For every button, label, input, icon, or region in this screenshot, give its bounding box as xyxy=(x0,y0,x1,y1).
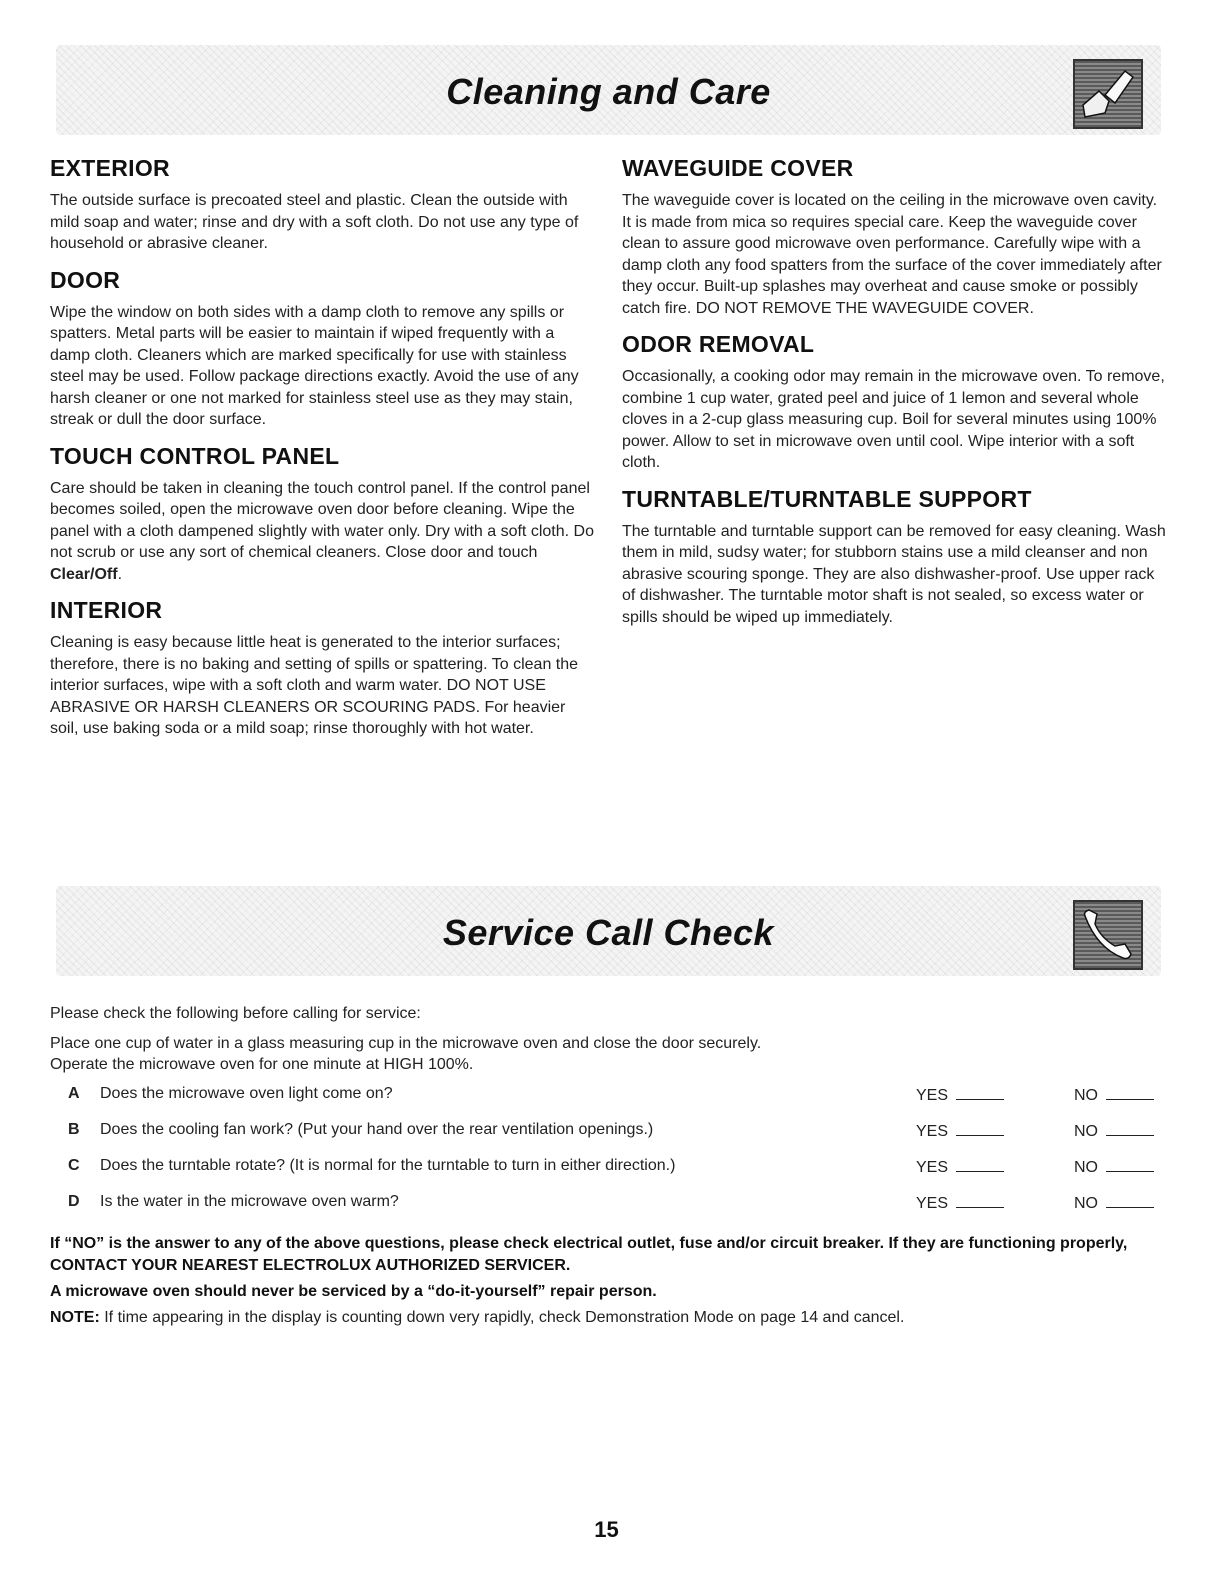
question-row xyxy=(50,1193,1165,1229)
question-text: Is the water in the microwave oven warm? xyxy=(100,1193,399,1210)
no-label: NO xyxy=(1074,1159,1098,1176)
question-row xyxy=(50,1085,1165,1121)
no-answer-blank[interactable] xyxy=(1074,1085,1154,1105)
answer-line xyxy=(956,1157,1004,1172)
clear-off-key: Clear/Off xyxy=(50,565,118,583)
answer-line xyxy=(956,1085,1004,1100)
touch-panel-text xyxy=(50,478,595,586)
exterior-text: The outside surface is precoated steel and plastic. Clean the outside with mild soap and water; rinse and dry with a soft cloth. Do not use any type of household or abrasive cleaner. xyxy=(50,192,579,252)
service-intro-line-3: Operate the microwave oven for one minute at HIGH 100%. xyxy=(50,1056,474,1073)
service-intro-line-1: Please check the following before calling for service: xyxy=(50,1005,421,1022)
note-label: NOTE: xyxy=(50,1309,100,1326)
yes-label: YES xyxy=(916,1087,949,1104)
turntable-text: The turntable and turntable support can be removed for easy cleaning. Wash them in mild, sudsy water; for stubborn stains use a mild cleanser and non abrasive scouring sponge. They are also dishwasher-proof. Use upper rack of dishwasher. The turntable motor shaft is not sealed, so excess water or spills should be wiped up immediately. xyxy=(622,522,1166,626)
yes-answer-blank[interactable] xyxy=(916,1157,1004,1177)
touch-panel-heading: TOUCH CONTROL PANEL xyxy=(50,442,340,469)
demonstration-note xyxy=(50,1309,1160,1327)
touch-panel-end: . xyxy=(117,565,123,583)
no-answer-blank[interactable] xyxy=(1074,1157,1154,1177)
yes-label: YES xyxy=(916,1195,949,1212)
service-warning: If “NO” is the answer to any of the above questions, please check electrical outlet, fuse and/or circuit breaker. If they are functioning properly, CONTACT YOUR NEAREST ELECTROLUX AUTHORIZED SERVICER. xyxy=(50,1235,1128,1274)
yes-label: YES xyxy=(916,1159,949,1176)
banner-title: Service Call Check xyxy=(442,912,775,953)
exterior-heading: EXTERIOR xyxy=(50,155,170,181)
answer-line xyxy=(1106,1157,1154,1172)
service-intro xyxy=(50,1003,1150,1076)
cleaning-hand-icon xyxy=(1073,59,1143,129)
diy-repair-warning: A microwave oven should never be serviced by a “do-it-yourself” repair person. xyxy=(50,1283,657,1300)
question-text: Does the turntable rotate? (It is normal for the turntable to turn in either direction.) xyxy=(100,1157,676,1174)
waveguide-heading: WAVEGUIDE COVER xyxy=(622,155,854,181)
touch-panel-section xyxy=(50,443,595,586)
left-column xyxy=(50,155,595,752)
question-letter: D xyxy=(68,1193,80,1210)
yes-answer-blank[interactable] xyxy=(916,1085,1004,1105)
service-question-list xyxy=(50,1085,1165,1229)
door-section xyxy=(50,267,595,431)
cleaning-care-banner xyxy=(56,45,1161,135)
no-answer-blank[interactable] xyxy=(1074,1121,1154,1141)
interior-section xyxy=(50,597,595,740)
note-text: If time appearing in the display is counting down very rapidly, check Demonstration Mode on page 14 and cancel. xyxy=(99,1309,905,1326)
question-letter: A xyxy=(68,1085,80,1102)
odor-section xyxy=(622,331,1167,474)
odor-heading: ODOR REMOVAL xyxy=(622,331,815,357)
page-number: 15 xyxy=(594,1517,619,1542)
answer-line xyxy=(956,1121,1004,1136)
answer-line xyxy=(1106,1121,1154,1136)
touch-panel-body: Care should be taken in cleaning the touch control panel. If the control panel becomes soiled, open the microwave oven door before cleaning. Wipe the panel with a cloth dampened slightly with water only. Dry with a soft cloth. Do not scrub or use any sort of chemical cleaners. Close door and touch xyxy=(50,479,594,561)
right-column xyxy=(622,155,1167,640)
yes-answer-blank[interactable] xyxy=(916,1121,1004,1141)
question-text: Does the microwave oven light come on? xyxy=(100,1085,393,1102)
service-call-banner xyxy=(56,886,1161,976)
answer-line xyxy=(1106,1085,1154,1100)
odor-text: Occasionally, a cooking odor may remain in the microwave oven. To remove, combine 1 cup water, grated peel and juice of 1 lemon and several whole cloves in a 2-cup glass measuring cup. Boil for several minutes using 100% power. Allow to set in microwave oven until cool. Wipe interior with a soft cloth. xyxy=(622,368,1165,471)
door-text: Wipe the window on both sides with a damp cloth to remove any spills or spatters. Metal parts will be easier to maintain if wiped frequently with a damp cloth. Cleaners which are marked specifically for use with stainless steel may be used. Follow package directions exactly. Avoid the use of any harsh cleaner or one not marked for stainless steel use as they may stain, streak or dull the door surface. xyxy=(50,303,579,428)
question-row xyxy=(50,1157,1165,1193)
phone-handset-icon xyxy=(1073,900,1143,970)
answer-line xyxy=(1106,1193,1154,1208)
no-answer-blank[interactable] xyxy=(1074,1193,1154,1213)
no-label: NO xyxy=(1074,1123,1098,1140)
waveguide-text: The waveguide cover is located on the ceiling in the microwave oven cavity. It is made from mica so requires special care. Keep the waveguide cover clean to assure good microwave oven performance. Carefully wipe with a damp cloth any food spatters from the surface of the cover immediately after they occur. Built-up splashes may overheat and cause smoke or possibly catch fire. DO NOT REMOVE THE WAVEGUIDE COVER. xyxy=(622,192,1162,317)
interior-heading: INTERIOR xyxy=(50,597,163,623)
waveguide-section xyxy=(622,155,1167,319)
question-letter: B xyxy=(68,1121,80,1138)
question-letter: C xyxy=(68,1157,80,1174)
no-label: NO xyxy=(1074,1087,1098,1104)
turntable-heading: TURNTABLE/TURNTABLE SUPPORT xyxy=(622,485,1032,512)
no-label: NO xyxy=(1074,1195,1098,1212)
banner-title: Cleaning and Care xyxy=(446,71,771,112)
door-heading: DOOR xyxy=(50,266,121,293)
answer-line xyxy=(956,1193,1004,1208)
exterior-section xyxy=(50,155,595,255)
yes-answer-blank[interactable] xyxy=(916,1193,1004,1213)
question-row xyxy=(50,1121,1165,1157)
question-text: Does the cooling fan work? (Put your hand over the rear ventilation openings.) xyxy=(100,1121,654,1138)
turntable-section xyxy=(622,486,1167,629)
yes-label: YES xyxy=(916,1123,949,1140)
interior-text: Cleaning is easy because little heat is generated to the interior surfaces; therefore, there is no baking and setting of spills or spattering. To clean the interior surfaces, wipe with a soft cloth and warm water. DO NOT USE ABRASIVE OR HARSH CLEANERS OR SCOURING PADS. For heavier soil, use baking soda or a mild soap; rinse thoroughly with hot water. xyxy=(50,634,579,737)
service-intro-line-2: Place one cup of water in a glass measuring cup in the microwave oven and close the door securely. xyxy=(50,1034,762,1052)
